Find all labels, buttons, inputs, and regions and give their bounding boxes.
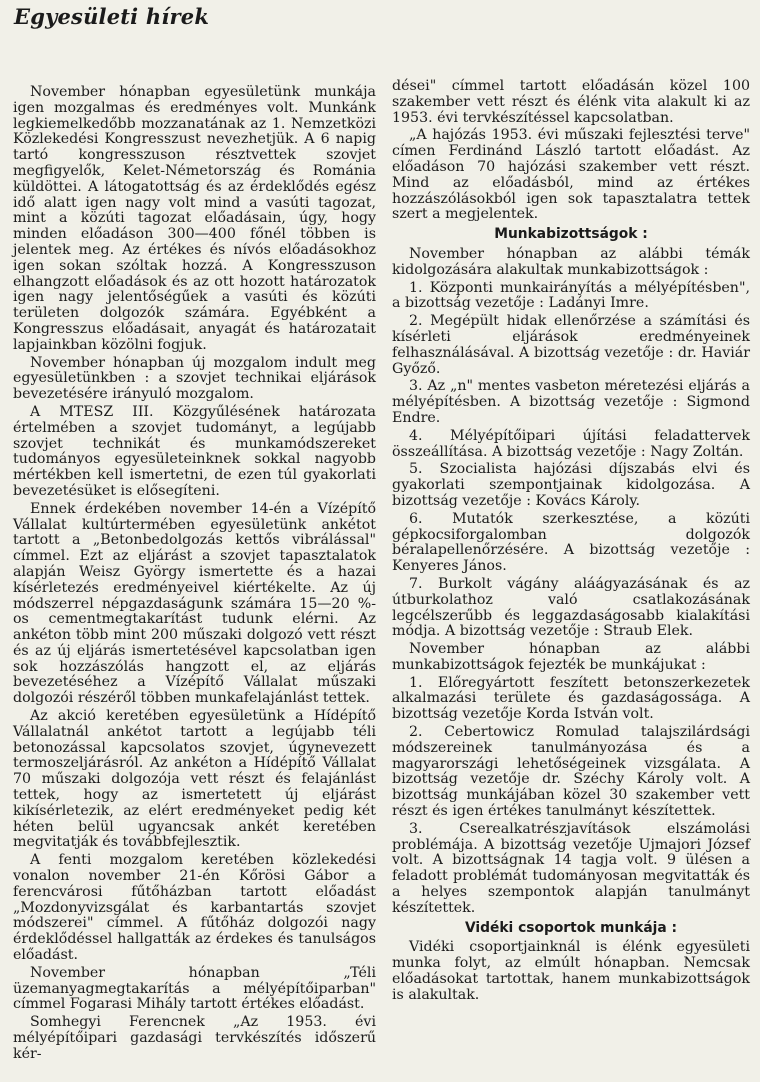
section-heading-committees: Munkabizottságok : [494,226,648,243]
section-heading-regional-groups: Vidéki csoportok munkája : [464,919,678,936]
list-item: 2. Cebertowicz Romulad talajszilárdsági módszereinek tanulmányozása és a magyarországi lehetőségeinek vizsgálata. A bizottság vezetője dr. Széchy Károly volt. A bizottság munkájában közel 30 szakember vett részt és igen értékes tanulmányt készítettek. [392,724,750,820]
paragraph: November hónapban az alábbi témák kidolgozására alakultak munkabizottságok : [392,245,750,278]
page-heading: Egyesületi hírek [14,4,210,29]
paragraph: November hónapban „Téli üzemanyagmegtakarítás a mélyépítőiparban" címmel Fogarasi Mihály tartott értékes előadást. [13,964,376,1013]
right-column [392,79,750,1006]
paragraph: Az akció keretében egyesületünk a Hídépítő Vállalatnál ankétot tartott a legújabb téli betonozással kapcsolatos szovjet, úgynevezett termoszeljárásról. Az ankéton a Hídépítő Vállalat 70 műszaki dolgozója vett részt és felajánlást tettek, hogy az ismertetett új eljárást kikísérletezik, az elért eredményeket pedig két héten belül ugyancsak ankét keretében megvitatják és továbbfejlesztik. [13,708,376,851]
paragraph: November hónapban új mozgalom indult meg egyesületünkben : a szovjet technikai eljárások bevezetésére irányuló mozgalom. [13,354,376,403]
paragraph: dései" címmel tartott előadásán közel 100 szakember vett részt és élénk vita alakult ki az 1953. évi tervkészítéssel kapcsolatban. [392,78,750,126]
list-item: 5. Szocialista hajózási díjszabás elvi és gyakorlati szempontjainak kidolgozása. A bizottság vezetője : Kovács Károly. [392,461,750,509]
left-column [13,85,376,1065]
list-item: 1. Előregyártott feszített betonszerkezetek alkalmazási területe és gazdaságossága. A bizottság vezetője Korda István volt. [392,674,750,723]
list-item: 4. Mélyépítőipari újítási feladattervek összeállítása. A bizottság vezetője : Nagy Zoltán. [392,427,750,460]
list-item: 7. Burkolt vágány aláágyazásának és az útburkolathoz való csatlakozásának legcélszerűbb és leggazdaságosabb kialakítási módja. A bizottság vezetője : Straub Elek. [392,575,750,640]
list-item: 3. Cserealkatrészjavítások elszámolási problémája. A bizottság vezetője Ujmajori József volt. A bizottságnak 14 tagja volt. 9 ülésen a feladott problémát tudományosan megvitatták és a helyes szempontok alapján tanulmányt készítettek. [392,820,750,916]
paragraph: A MTESZ III. Közgyűlésének határozata értelmében a szovjet tudományt, a legújabb szovjet technikát és munkamódszereket tudományos egyesületeinknek sokkal nagyobb mértékben kell ismertetni, de ezen túl gyakorlati bevezetésüket is elősegíteni. [13,403,376,499]
list-item: 1. Központi munkairányítás a mélyépítésben", a bizottság vezetője : Ladányi Imre. [392,279,750,312]
paragraph: A fenti mozgalom keretében közlekedési vonalon november 21-én Kőrösi Gábor a ferencvárosi fűtőházban tartott előadást „Mozdonyvizsgálat és karbantartás szovjet módszerei" címmel. A fűtőház dolgozói nagy érdeklődéssel hallgatták az érdekes és tanulságos előadást. [13,852,376,964]
list-item: 3. Az „n" mentes vasbeton méretezési eljárás a mélyépítésben. A bizottság vezetője : Sigmond Endre. [392,378,750,426]
list-item: 6. Mutatók szerkesztése, a közúti gépkocsiforgalomban dolgozók béralapellenőrzésére. A bizottság vezetője : Kenyeres János. [392,510,750,575]
paragraph: November hónapban az alábbi munkabizottságok fejezték be munkájukat : [392,641,750,673]
paragraph: „A hajózás 1953. évi műszaki fejlesztési terve" címen Ferdinánd László tartott előadást. Az előadáson 70 hajózási szakember vett részt. Mind az előadásból, mind az értékes hozzászólásokból igen sok tapasztalatra tettek szert a megjelentek. [392,127,750,223]
list-item: 2. Megépült hidak ellenőrzése a számítási és kísérleti eljárások eredményeinek felhasználásával. A bizottság vezetője : dr. Haviár Győző. [392,313,750,377]
paragraph: Ennek érdekében november 14-én a Vízépítő Vállalat kultúrtermében egyesületünk ankétot tartott a „Betonbedolgozás kettős vibrálással" címmel. Ezt az eljárást a szovjet tapasztalatok alapján Weisz György ismertette és a hazai kísérletezés eredményeivel kiértékelte. Az új módszerrel népgazdaságunk számára 15—20 %-os cementmegtakarítást tudunk elérni. Az ankéton több mint 200 műszaki dolgozó vett részt és az új eljárás ismertetésével kapcsolatban igen sok hozzászólás hangzott el, az eljárás bevezetéséhez a Vízépítő Vállalat műszaki dolgozói részéről többen munkafelajánlást tettek. [13,500,376,707]
paragraph: November hónapban egyesületünk munkája igen mozgalmas és eredményes volt. Munkánk legkiemelkedőbb mozzanatának az 1. Nemzetközi Közlekedési Kongresszust nevezhetjük. A 6 napig tartó kongresszuson résztvettek szovjet megfigyelők, Kelet-Németország és Románia küldöttei. A látogatottság és az érdeklődés egész idő alatt igen nagy volt mind a vasúti tagozat, mint a közúti tagozat előadásain, úgy, hogy minden előadáson 300—400 főnél többen is jelentek meg. Az értékes és nívós előadásokhoz igen sokan szóltak hozzá. A Kongresszuson elhangzott előadások és az ott hozott határozatok igen nagy jelentőségűek a vasúti és közúti területen dolgozók számára. Egyébként a Kongresszus előadásait, anyagát és határozatait lapjainkban közölni fogjuk. [13,84,376,353]
paragraph: Somhegyi Ferencnek „Az 1953. évi mélyépítőipari gazdasági tervkészítés időszerű kér- [13,1014,376,1062]
paragraph: Vidéki csoportjainknál is élénk egyesületi munka folyt, az elmúlt hónapban. Nemcsak előadásokat tartottak, hanem munkabizottságok is alakultak. [392,939,750,1003]
